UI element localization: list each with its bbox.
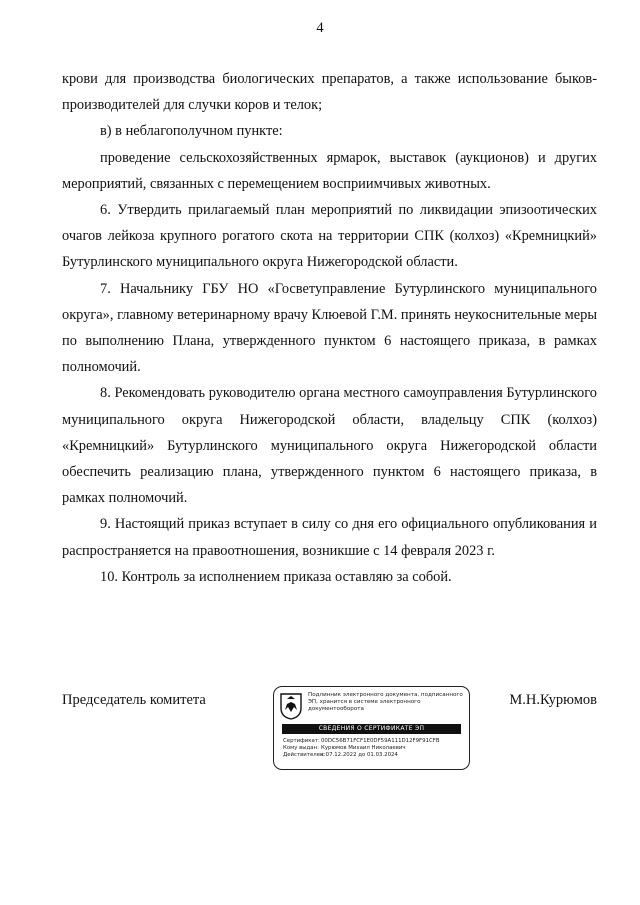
paragraph-item-7: 7. Начальнику ГБУ НО «Госветуправление Бутурлинского муниципального округа», главному ветеринарному врачу Клюевой Г.М. принять неукоснительные меры по выполнению Плана, утвержденного пунктом 6 настоящего приказа, в рамках полномочий. bbox=[62, 280, 597, 376]
stamp-note: Подлинник электронного документа, подписанного ЭП, хранится в системе электронного документооборота bbox=[308, 692, 463, 712]
paragraph-subitem-v: в) в неблагополучном пункте: bbox=[100, 123, 283, 140]
signer-name: М.Н.Курюмов bbox=[509, 692, 597, 708]
paragraph-continuation: крови для производства биологических препаратов, а также использование быков-производителей для случки коров и телок; bbox=[62, 71, 597, 114]
stamp-row-valid: Действителен:с 07.12.2022 до 01.03.2024 bbox=[283, 752, 398, 759]
electronic-signature-stamp bbox=[273, 686, 470, 770]
document-body bbox=[62, 66, 597, 590]
paragraph-item-8: 8. Рекомендовать руководителю органа местного самоуправления Бутурлинского муниципального округа Нижегородской области, владельцу СПК (колхоз) «Кремницкий» Бутурлинского муниципального округа Нижегородской области обеспечить реализацию плана, утвержденного пунктом 6 настоящего приказа, в рамках полномочий. bbox=[62, 385, 597, 507]
stamp-header: СВЕДЕНИЯ О СЕРТИФИКАТЕ ЭП bbox=[282, 724, 461, 734]
coat-of-arms-icon bbox=[280, 693, 302, 720]
paragraph-item-9: 9. Настоящий приказ вступает в силу со дня его официального опубликования и распространяется на правоотношения, возникшие с 14 февраля 2023 г. bbox=[62, 516, 597, 559]
stamp-row-certificate: Сертификат:00DC56B71FCF1E0DF59A111D12F9F91CFB bbox=[283, 738, 440, 744]
paragraph-item-6: 6. Утвердить прилагаемый план мероприятий по ликвидации эпизоотических очагов лейкоза крупного рогатого скота на территории СПК (колхоз) «Кремницкий» Бутурлинского муниципального округа Нижегородской области. bbox=[62, 202, 597, 271]
stamp-details bbox=[283, 738, 440, 760]
paragraph-item-10: 10. Контроль за исполнением приказа оставляю за собой. bbox=[100, 568, 452, 585]
signer-title: Председатель комитета bbox=[62, 692, 206, 708]
page-number: 4 bbox=[316, 20, 324, 36]
paragraph-fairs: проведение сельскохозяйственных ярмарок, выставок (аукционов) и других мероприятий, связанных с перемещением восприимчивых животных. bbox=[62, 149, 597, 192]
stamp-row-issued-to: Кому выдан: Курюмов Михаил Николаевич bbox=[283, 745, 406, 752]
